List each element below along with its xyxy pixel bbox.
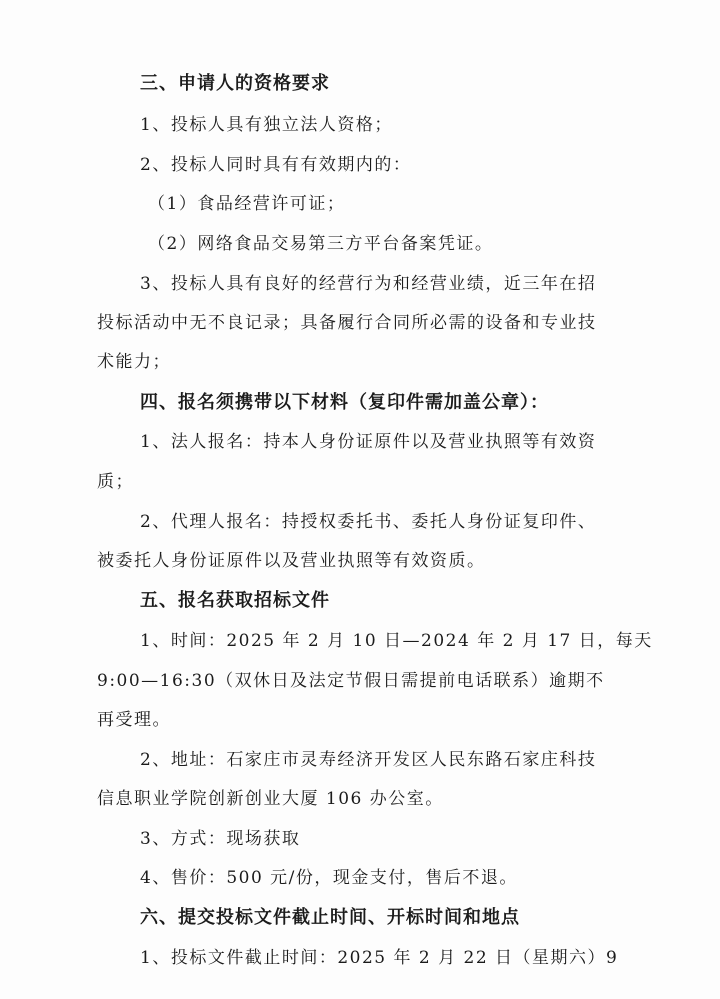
section-4-item-2-line-1: 2、代理人报名：持授权委托书、委托人身份证复印件、 <box>140 512 597 532</box>
section-5-item-2-line-2: 信息职业学院创新创业大厦 106 办公室。 <box>97 789 444 809</box>
section-3-item-3-line-2: 投标活动中无不良记录；具备履行合同所必需的设备和专业技 <box>97 313 597 333</box>
section-4-item-1-line-2: 质； <box>97 472 134 492</box>
section-3-item-2: 2、投标人同时具有有效期内的： <box>140 155 412 175</box>
section-5-item-4: 4、售价：500 元/份，现金支付，售后不退。 <box>140 868 518 888</box>
section-5-item-1-line-2: 9:00—16:30（双休日及法定节假日需提前电话联系）逾期不 <box>97 671 605 691</box>
section-3-item-1: 1、投标人具有独立法人资格； <box>140 115 393 135</box>
section-3-item-3-line-1: 3、投标人具有良好的经营行为和经营业绩，近三年在招 <box>140 274 597 294</box>
section-4-item-1-line-1: 1、法人报名：持本人身份证原件以及营业执照等有效资 <box>140 432 597 452</box>
section-3-item-2-sub-1: （1）食品经营许可证； <box>148 194 346 214</box>
section-5-item-3: 3、方式：现场获取 <box>140 829 301 849</box>
section-3-item-3-line-3: 术能力； <box>97 352 171 372</box>
section-4-heading: 四、报名须携带以下材料（复印件需加盖公章）： <box>140 392 549 413</box>
section-3-heading: 三、申请人的资格要求 <box>140 73 330 94</box>
section-6-item-1-line-1: 1、投标文件截止时间：2025 年 2 月 22 日（星期六）9 <box>140 948 619 968</box>
section-6-heading: 六、提交投标文件截止时间、开标时间和地点 <box>140 907 520 928</box>
section-5-item-1-line-3: 再受理。 <box>97 710 171 730</box>
section-4-item-2-line-2: 被委托人身份证原件以及营业执照等有效资质。 <box>97 551 486 571</box>
section-5-item-2-line-1: 2、地址：石家庄市灵寿经济开发区人民东路石家庄科技 <box>140 750 597 770</box>
section-5-heading: 五、报名获取招标文件 <box>140 590 330 611</box>
section-3-item-2-sub-2: （2）网络食品交易第三方平台备案凭证。 <box>148 234 494 254</box>
section-5-item-1-line-1: 1、时间：2025 年 2 月 10 日—2024 年 2 月 17 日，每天 <box>140 631 653 651</box>
